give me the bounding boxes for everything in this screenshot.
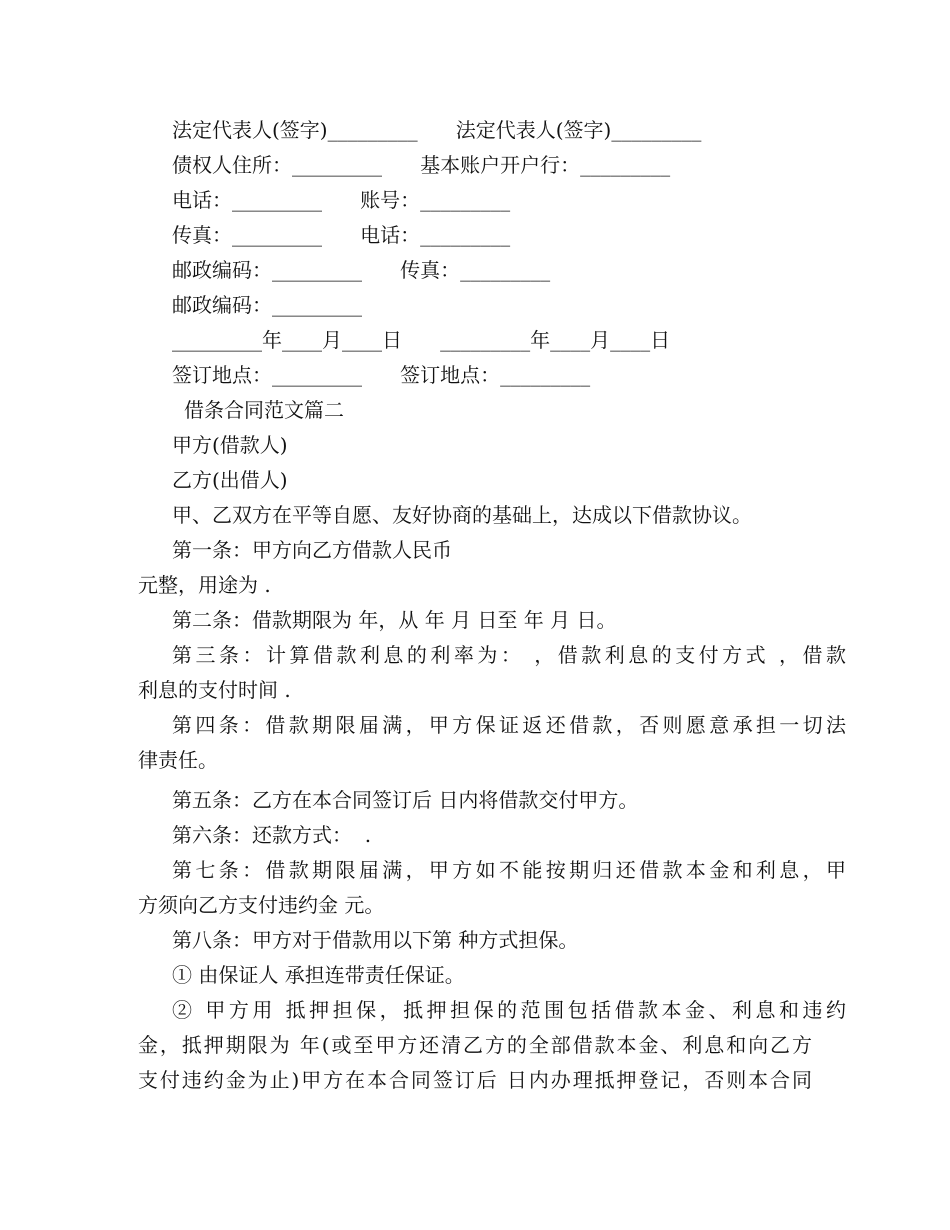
article-7-cont: 方须向乙方支付违约金 元。: [138, 893, 385, 917]
guarantee-option-2-cont: 金，抵押期限为 年(或至甲方还清乙方的全部借款本金、利息和向乙方: [138, 1033, 812, 1057]
agreement-intro: 甲、乙双方在平等自愿、友好协商的基础上，达成以下借款协议。: [172, 503, 752, 527]
guarantee-option-2-cont-2: 支付违约金为止)甲方在本合同签订后 日内办理抵押登记，否则本合同: [138, 1068, 812, 1092]
article-1-cont: 元整，用途为 .: [138, 573, 271, 597]
sign-place-line: 签订地点：_________ 签订地点：_________: [172, 363, 591, 387]
article-1: 第一条：甲方向乙方借款人民币: [172, 538, 452, 562]
party-b: 乙方(出借人): [172, 468, 288, 492]
date-line: _________年____月____日 _________年____月____日: [172, 328, 671, 352]
phone-line: 电话：_________ 账号：_________: [172, 188, 511, 212]
article-4: 第四条：借款期限届满，甲方保证返还借款，否则愿意承担一切法: [172, 713, 846, 737]
postal-line: 邮政编码：_________ 传真：_________: [172, 258, 551, 282]
article-5: 第五条：乙方在本合同签订后 日内将借款交付甲方。: [172, 788, 639, 812]
article-7: 第七条：借款期限届满，甲方如不能按期归还借款本金和利息，甲: [172, 858, 846, 882]
fax-line: 传真：_________ 电话：_________: [172, 223, 511, 247]
article-4-cont: 律责任。: [138, 748, 218, 772]
article-3: 第三条：计算借款利息的利率为： ，借款利息的支付方式 ，借款: [172, 643, 846, 667]
section-heading: 借条合同范文篇二: [184, 398, 344, 422]
article-3-cont: 利息的支付时间 .: [138, 678, 291, 702]
guarantee-option-2: ② 甲方用 抵押担保，抵押担保的范围包括借款本金、利息和违约: [172, 998, 846, 1022]
guarantee-option-1: ① 由保证人 承担连带责任保证。: [172, 963, 465, 987]
address-line: 债权人住所：_________ 基本账户开户行：_________: [172, 153, 671, 177]
article-8: 第八条：甲方对于借款用以下第 种方式担保。: [172, 928, 579, 952]
article-2: 第二条：借款期限为 年，从 年 月 日至 年 月 日。: [172, 608, 617, 632]
article-6: 第六条：还款方式： .: [172, 823, 372, 847]
postal-line-2: 邮政编码：_________: [172, 293, 362, 317]
party-a: 甲方(借款人): [172, 433, 288, 457]
signature-line: 法定代表人(签字)_________ 法定代表人(签字)_________: [172, 118, 702, 142]
